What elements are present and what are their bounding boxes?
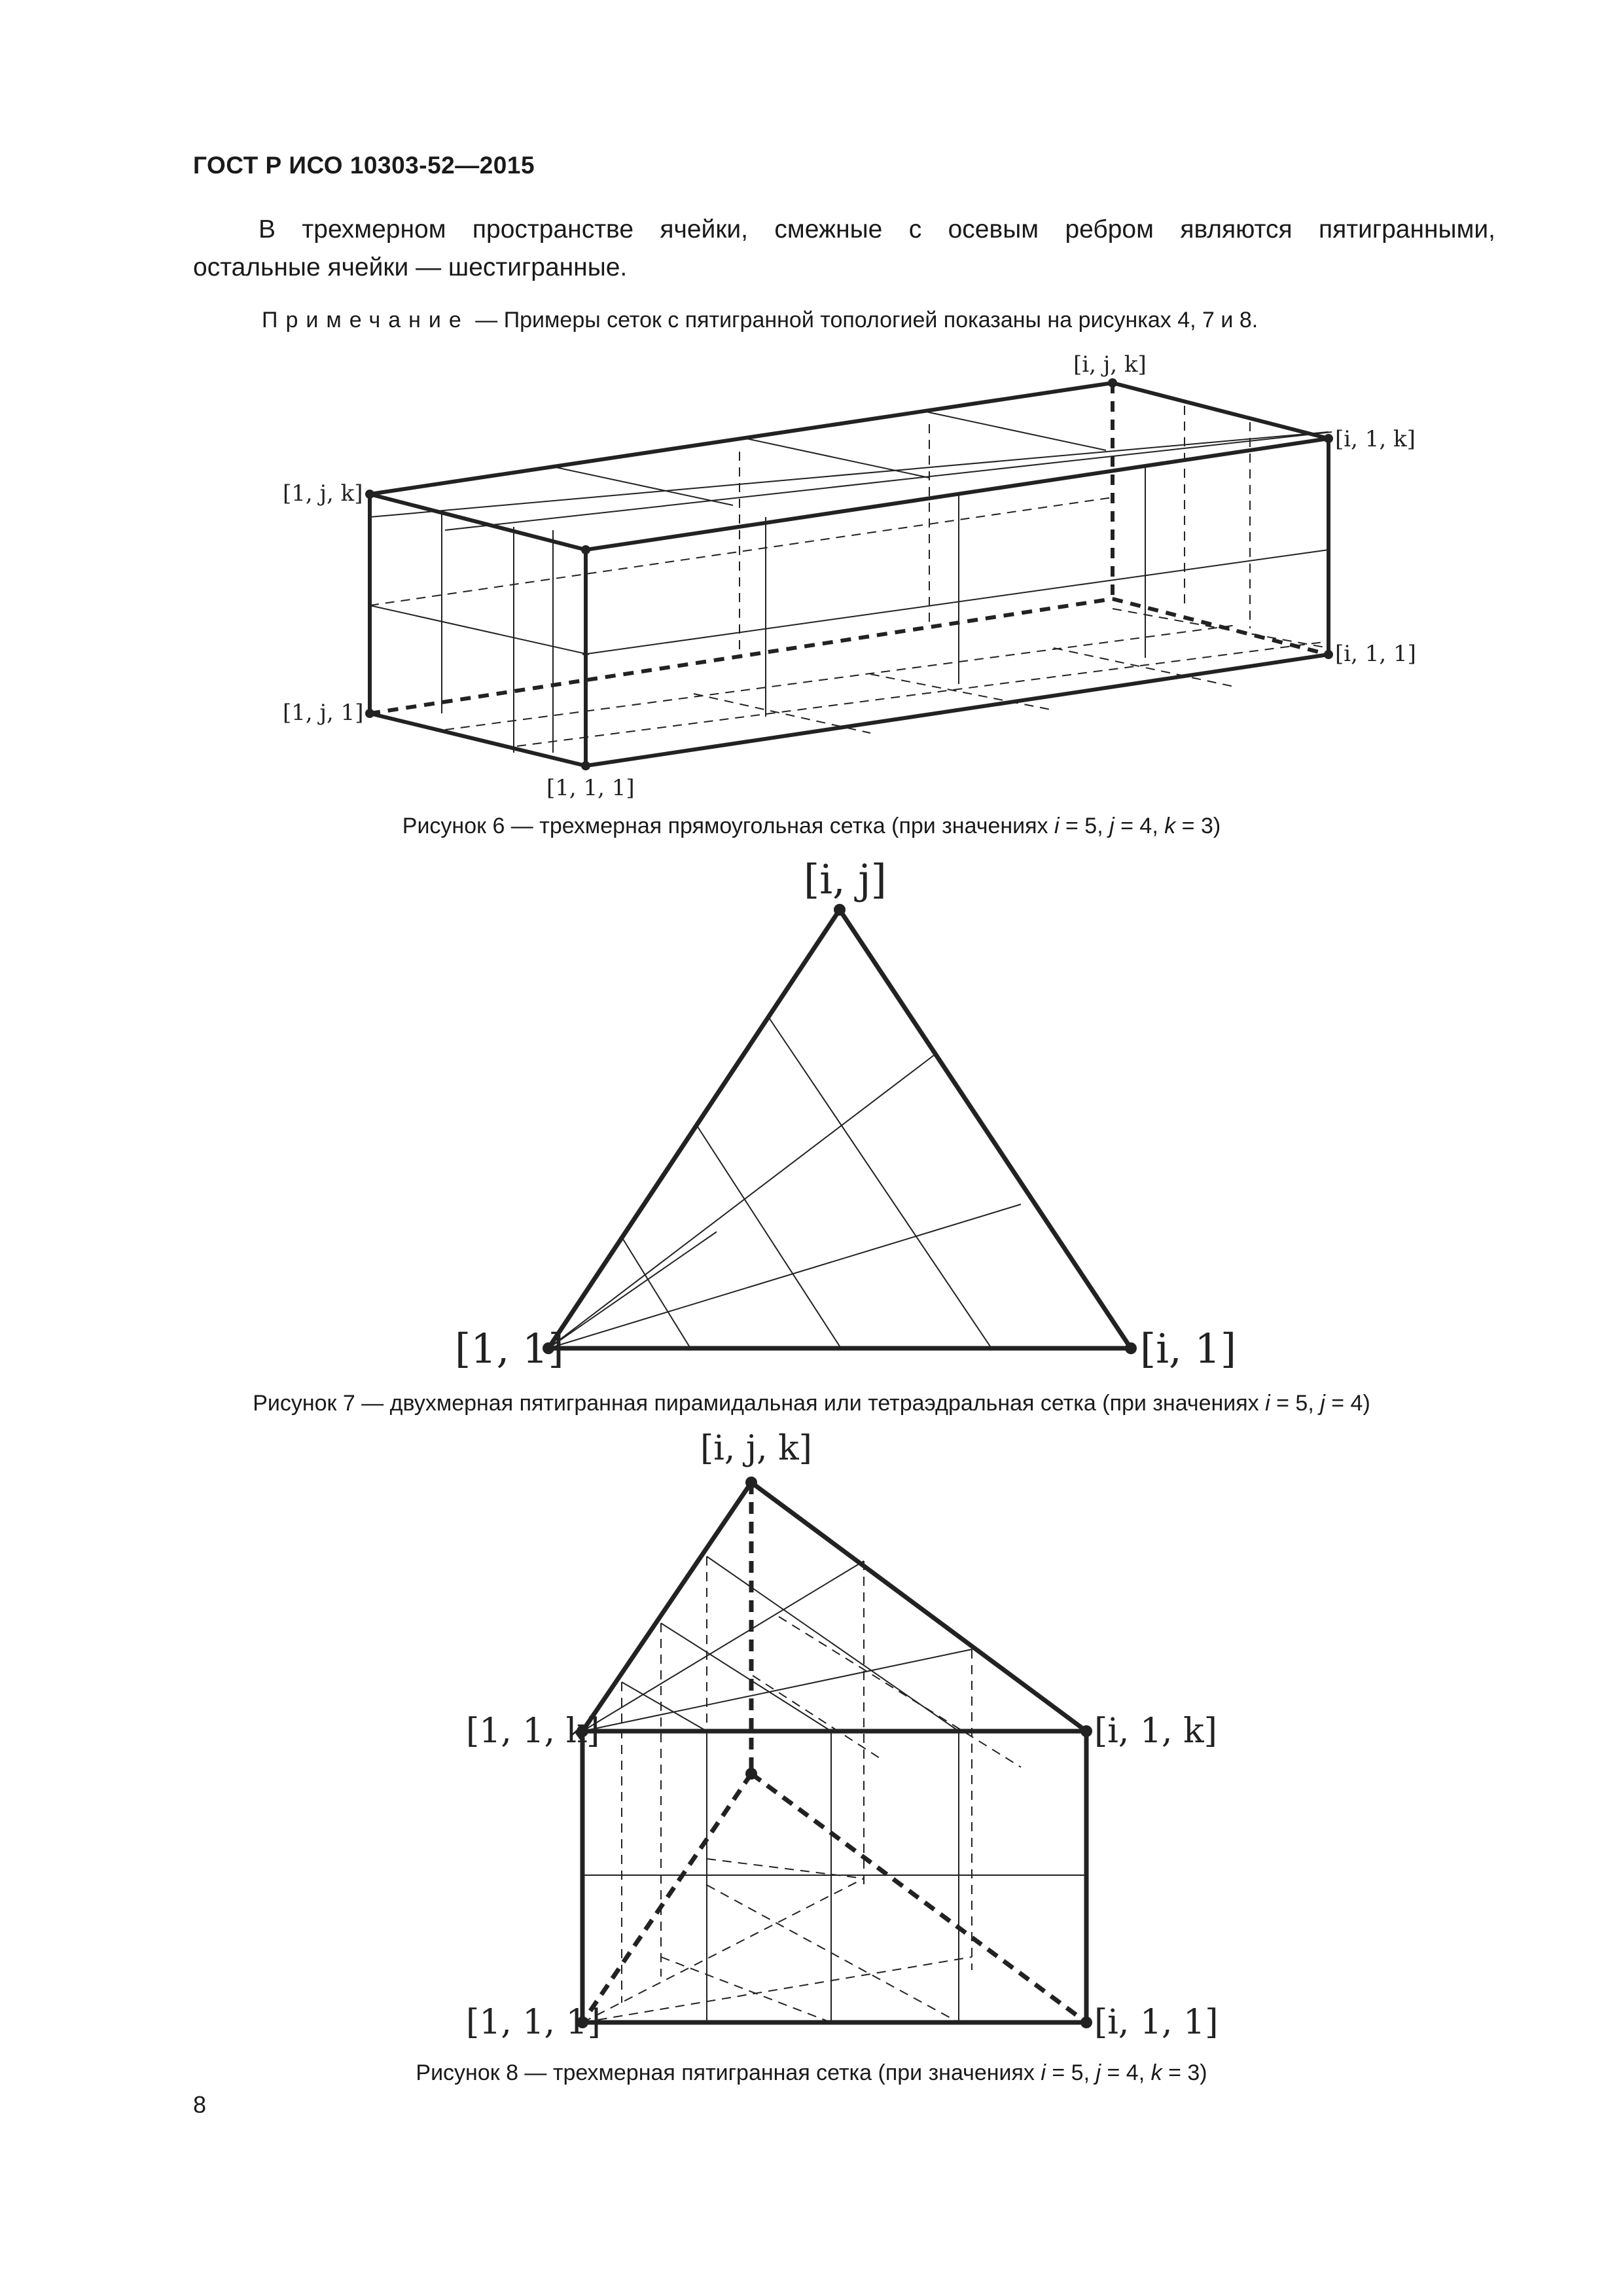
fig8-caption-var: j (1096, 2060, 1101, 2085)
document-header: ГОСТ Р ИСО 10303-52—2015 (193, 152, 535, 179)
fig8-outer-edges (582, 1482, 1086, 2022)
fig8-caption-eq: = 5, (1045, 2060, 1096, 2085)
fig7-label-bottom-left: [1, 1] (455, 1325, 564, 1372)
fig6-label-left-top: [1, j, k] (283, 480, 363, 507)
fig6-caption-prefix: Рисунок 6 — трехмерная прямоугольная сетка (при значениях (402, 814, 1054, 838)
fig7-caption-var: i (1265, 1391, 1270, 1416)
fig6-label-front-bottom: [1, 1, 1] (546, 775, 635, 801)
fig8-label-left-top: [1, 1, k] (466, 1712, 600, 1751)
fig8-caption-eq: = 4, (1101, 2060, 1151, 2085)
fig8-label-left-bottom: [1, 1, 1] (466, 2003, 601, 2042)
fig7-caption-var: j (1320, 1391, 1325, 1416)
fig6-label-right-top: [i, 1, k] (1335, 426, 1416, 452)
fig7-caption-eq: = 5, (1270, 1391, 1321, 1416)
fig6-caption-var: i (1054, 814, 1060, 838)
fig7-label-apex: [i, j] (804, 855, 887, 903)
fig8-label-right-top: [i, 1, k] (1094, 1712, 1217, 1751)
fig8-caption-eq: = 3) (1162, 2060, 1207, 2085)
fig8-caption-prefix: Рисунок 8 — трехмерная пятигранная сетка (при значениях (416, 2060, 1041, 2085)
fig8-caption-var: k (1150, 2060, 1162, 2085)
fig7-label-bottom-right: [i, 1] (1140, 1325, 1237, 1372)
fig8-inner-grid-solid (582, 1556, 1086, 2022)
fig8-hidden-edges (582, 1482, 1086, 2022)
fig8-caption-var: i (1041, 2060, 1046, 2085)
note-label: Примечание (262, 308, 469, 332)
fig8-label-apex: [i, j, k] (700, 1429, 812, 1468)
fig6-caption-eq: = 4, (1114, 814, 1165, 838)
fig7-caption-prefix: Рисунок 7 — двухмерная пятигранная пирамидальная или тетраэдральная сетка (при значениях (253, 1391, 1266, 1416)
fig6-caption-eq: = 3) (1175, 814, 1221, 838)
paragraph-line-2: остальные ячейки — шестигранные. (193, 253, 628, 281)
fig6-caption-var: j (1109, 814, 1115, 838)
figure-8-caption (0, 2060, 1623, 2086)
fig6-label-right-bottom: [i, 1, 1] (1335, 641, 1416, 667)
note-text: — Примеры сеток с пятигранной топологией показаны на рисунках 4, 7 и 8. (469, 308, 1258, 332)
fig7-caption-eq: = 4) (1325, 1391, 1370, 1416)
fig8-label-right-bottom: [i, 1, 1] (1094, 2003, 1219, 2042)
paragraph-line-1: В трехмерном пространстве ячейки, смежные с осевым ребром являются пятигранными, (259, 215, 1495, 243)
fig6-caption-var: k (1164, 814, 1176, 838)
page-number: 8 (193, 2091, 207, 2118)
fig6-caption-eq: = 5, (1059, 814, 1110, 838)
fig8-inner-grid-dashed (582, 1556, 1021, 2022)
fig6-label-left-bottom: [1, j, 1] (283, 700, 364, 726)
fig6-label-top-back: [i, j, k] (1073, 351, 1147, 378)
